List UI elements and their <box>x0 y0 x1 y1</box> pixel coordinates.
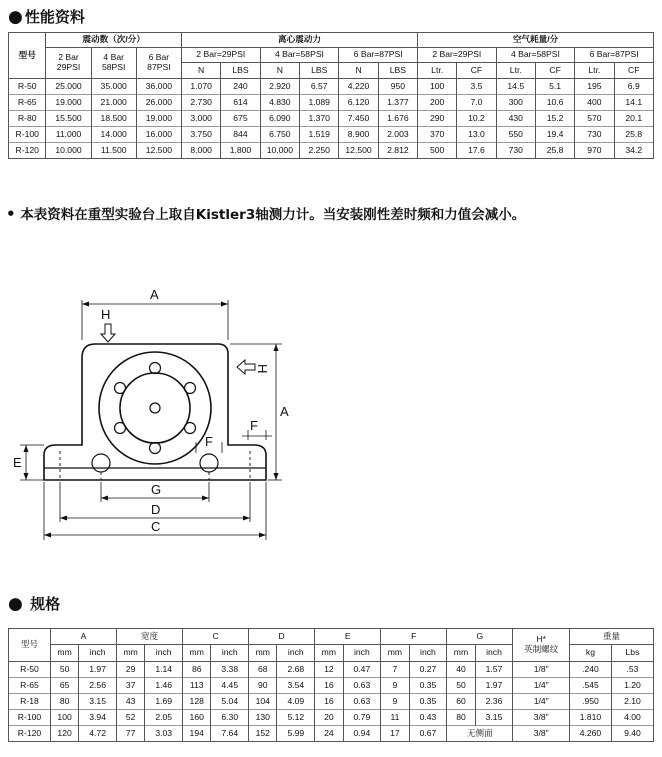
table-cell: 86 <box>183 662 211 678</box>
unit-n: N <box>260 63 299 79</box>
table-cell: 6.750 <box>260 127 299 143</box>
header-centrifugal: 离心震动力 <box>181 33 417 48</box>
unit-kg: kg <box>570 645 612 662</box>
table-cell: 2.730 <box>181 95 220 111</box>
table-cell: 50 <box>50 662 78 678</box>
table-cell: 8.000 <box>181 143 220 159</box>
table-cell: 675 <box>221 111 260 127</box>
table-cell: 500 <box>418 143 457 159</box>
table-cell: 6.30 <box>211 710 249 726</box>
table-cell: 400 <box>575 95 614 111</box>
table-cell: 120 <box>50 726 78 742</box>
unit-ltr: Ltr. <box>496 63 535 79</box>
table-cell: 370 <box>418 127 457 143</box>
table-cell: 730 <box>575 127 614 143</box>
dim-label-f: F <box>205 434 213 449</box>
table-cell: 1.14 <box>145 662 183 678</box>
table-cell: 200 <box>418 95 457 111</box>
dim-label-h: H <box>101 307 111 322</box>
unit-n: N <box>339 63 378 79</box>
table-cell: 0.79 <box>343 710 381 726</box>
header-force-6bar: 6 Bar=87PSI <box>339 48 418 63</box>
table-cell: 4.260 <box>570 726 612 742</box>
table-cell: 3.03 <box>145 726 183 742</box>
dim-label-d: D <box>151 502 161 517</box>
table-cell: 12 <box>315 662 343 678</box>
table-cell: 1.519 <box>300 127 339 143</box>
table-row <box>9 726 654 742</box>
table-cell: 13.0 <box>457 127 496 143</box>
spec-header-c: C <box>183 629 249 645</box>
table-cell: 950 <box>378 79 417 95</box>
table-cell: 26.000 <box>136 95 181 111</box>
unit-lbs: LBS <box>300 63 339 79</box>
table-cell: 1.377 <box>378 95 417 111</box>
table-cell: 17 <box>381 726 409 742</box>
table-cell: 18.500 <box>91 111 136 127</box>
table-cell: 15.500 <box>46 111 91 127</box>
table-cell: 36.000 <box>136 79 181 95</box>
table-cell: 40 <box>447 662 475 678</box>
row-model: R-18 <box>9 694 51 710</box>
table-cell: 104 <box>249 694 277 710</box>
table-cell: 15.2 <box>535 111 574 127</box>
row-model: R-100 <box>9 710 51 726</box>
table-cell: 17.6 <box>457 143 496 159</box>
table-cell: 7.0 <box>457 95 496 111</box>
table-cell: 4.09 <box>277 694 315 710</box>
table-cell: 10.000 <box>260 143 299 159</box>
spec-header-h: H* 英制螺纹 <box>513 629 570 662</box>
table-cell: 1.370 <box>300 111 339 127</box>
table-cell: 614 <box>221 95 260 111</box>
table-cell: 4.45 <box>211 678 249 694</box>
spec-header-width: 宽度 <box>117 629 183 645</box>
header-vib-4bar: 4 Bar 58PSI <box>91 48 136 79</box>
unit-mm: mm <box>50 645 78 662</box>
table-cell: 3.15 <box>475 710 513 726</box>
table-cell: 113 <box>183 678 211 694</box>
table-cell: 65 <box>50 678 78 694</box>
dim-label-c: C <box>151 519 161 534</box>
table-cell: 3.15 <box>79 694 117 710</box>
header-air: 空气耗量/分 <box>418 33 654 48</box>
unit-mm: mm <box>183 645 211 662</box>
header-air-2bar: 2 Bar=29PSI <box>418 48 497 63</box>
unit-lbs: LBS <box>378 63 417 79</box>
table-cell: 6.120 <box>339 95 378 111</box>
row-model: R-50 <box>9 662 51 678</box>
table-cell: 3/8" <box>513 710 570 726</box>
row-model: R-100 <box>9 127 46 143</box>
table-cell: 2.920 <box>260 79 299 95</box>
table-cell: 1/4" <box>513 694 570 710</box>
unit-lbs: Lbs <box>611 645 653 662</box>
dim-label-g: G <box>151 482 162 497</box>
table-cell: 3.000 <box>181 111 220 127</box>
table-cell: 5.99 <box>277 726 315 742</box>
table-row <box>9 662 654 678</box>
table-row <box>9 694 654 710</box>
table-cell: 300 <box>496 95 535 111</box>
unit-cf: CF <box>614 63 653 79</box>
unit-ltr: Ltr. <box>575 63 614 79</box>
table-cell: .950 <box>570 694 612 710</box>
table-cell: 6.090 <box>260 111 299 127</box>
table-cell: 12.500 <box>136 143 181 159</box>
table-cell: 0.27 <box>409 662 447 678</box>
table-cell: 11.000 <box>46 127 91 143</box>
table-cell: 1.20 <box>611 678 653 694</box>
table-cell: 8.900 <box>339 127 378 143</box>
table-cell: 80 <box>50 694 78 710</box>
table-cell: 1.089 <box>300 95 339 111</box>
table-cell: 35.000 <box>91 79 136 95</box>
unit-mm: mm <box>315 645 343 662</box>
table-cell: 11.500 <box>91 143 136 159</box>
table-cell: 11 <box>381 710 409 726</box>
unit-inch: inch <box>79 645 117 662</box>
table-cell: 1.57 <box>475 662 513 678</box>
table-row <box>9 710 654 726</box>
unit-inch: inch <box>277 645 315 662</box>
row-model: R-80 <box>9 111 46 127</box>
table-cell: .53 <box>611 662 653 678</box>
header-force-2bar: 2 Bar=29PSI <box>181 48 260 63</box>
table-cell: 60 <box>447 694 475 710</box>
unit-mm: mm <box>249 645 277 662</box>
table-cell: 9.40 <box>611 726 653 742</box>
table-cell: 5.1 <box>535 79 574 95</box>
table-cell: 2.003 <box>378 127 417 143</box>
unit-mm: mm <box>117 645 145 662</box>
unit-mm: mm <box>381 645 409 662</box>
table-cell: 1.97 <box>79 662 117 678</box>
header-force-4bar: 4 Bar=58PSI <box>260 48 339 63</box>
table-cell: 20.1 <box>614 111 653 127</box>
table-cell: 4.00 <box>611 710 653 726</box>
table-cell: 68 <box>249 662 277 678</box>
test-note: • 本表资料在重型实验台上取自Kistler3轴测力计。当安装刚性差时频和力值会减小。 <box>6 205 526 223</box>
table-cell: 0.94 <box>343 726 381 742</box>
table-cell: 1.800 <box>221 143 260 159</box>
header-vib-2bar: 2 Bar 29PSI <box>46 48 91 79</box>
table-cell: 43 <box>117 694 145 710</box>
table-cell: 无侧面 <box>447 726 513 742</box>
table-cell: 195 <box>575 79 614 95</box>
table-cell: 290 <box>418 111 457 127</box>
table-cell: 6.9 <box>614 79 653 95</box>
table-cell: .240 <box>570 662 612 678</box>
table-cell: 19.000 <box>136 111 181 127</box>
row-model: R-65 <box>9 95 46 111</box>
unit-inch: inch <box>409 645 447 662</box>
table-cell: 4.220 <box>339 79 378 95</box>
table-cell: 10.6 <box>535 95 574 111</box>
row-model: R-65 <box>9 678 51 694</box>
table-cell: 550 <box>496 127 535 143</box>
performance-table <box>8 32 654 159</box>
table-cell: 1.46 <box>145 678 183 694</box>
table-cell: 25.8 <box>535 143 574 159</box>
table-cell: 5.04 <box>211 694 249 710</box>
table-cell: 970 <box>575 143 614 159</box>
table-cell: 77 <box>117 726 145 742</box>
table-row <box>9 79 654 95</box>
table-cell: 1.070 <box>181 79 220 95</box>
table-cell: 14.1 <box>614 95 653 111</box>
spec-header-weight: 重量 <box>570 629 654 645</box>
unit-inch: inch <box>475 645 513 662</box>
spec-header-model: 型号 <box>9 629 51 662</box>
table-cell: 1.97 <box>475 678 513 694</box>
table-cell: 9 <box>381 678 409 694</box>
table-row <box>9 143 654 159</box>
table-cell: 24 <box>315 726 343 742</box>
table-cell: 34.2 <box>614 143 653 159</box>
table-cell: 3.54 <box>277 678 315 694</box>
dimension-drawing <box>0 270 300 550</box>
header-vib-6bar: 6 Bar 87PSI <box>136 48 181 79</box>
table-cell: 2.05 <box>145 710 183 726</box>
dim-label-a-side: A <box>280 404 289 419</box>
table-cell: 240 <box>221 79 260 95</box>
table-cell: 3.750 <box>181 127 220 143</box>
table-cell: 100 <box>50 710 78 726</box>
table-cell: 19.4 <box>535 127 574 143</box>
row-model: R-50 <box>9 79 46 95</box>
spec-header-f: F <box>381 629 447 645</box>
unit-mm: mm <box>447 645 475 662</box>
header-model: 型号 <box>9 33 46 79</box>
table-cell: 16 <box>315 694 343 710</box>
table-cell: 2.812 <box>378 143 417 159</box>
table-cell: 7.450 <box>339 111 378 127</box>
unit-ltr: Ltr. <box>418 63 457 79</box>
table-cell: 3.38 <box>211 662 249 678</box>
bullet-icon: ● <box>8 7 23 27</box>
table-cell: 2.250 <box>300 143 339 159</box>
specs-table <box>8 628 654 742</box>
dim-label-a: A <box>150 287 159 302</box>
table-cell: 10.000 <box>46 143 91 159</box>
table-row <box>9 678 654 694</box>
table-cell: 0.43 <box>409 710 447 726</box>
table-cell: 0.67 <box>409 726 447 742</box>
header-vibration: 震动数（次/分） <box>46 33 182 48</box>
table-cell: 16.000 <box>136 127 181 143</box>
table-cell: 0.47 <box>343 662 381 678</box>
unit-lbs: LBS <box>221 63 260 79</box>
dim-label-h-side: H <box>255 364 270 374</box>
table-cell: 21.000 <box>91 95 136 111</box>
table-row <box>9 127 654 143</box>
row-model: R-120 <box>9 143 46 159</box>
spec-header-e: E <box>315 629 381 645</box>
table-cell: 14.000 <box>91 127 136 143</box>
bullet-icon: • <box>6 205 16 223</box>
table-cell: 10.2 <box>457 111 496 127</box>
table-cell: 37 <box>117 678 145 694</box>
spec-header-d: D <box>249 629 315 645</box>
table-cell: 570 <box>575 111 614 127</box>
table-row <box>9 95 654 111</box>
header-air-6bar: 6 Bar=87PSI <box>575 48 654 63</box>
dim-label-e: E <box>13 455 22 470</box>
table-cell: 12.500 <box>339 143 378 159</box>
table-cell: 0.63 <box>343 694 381 710</box>
table-cell: 1/4" <box>513 678 570 694</box>
table-cell: 16 <box>315 678 343 694</box>
unit-inch: inch <box>343 645 381 662</box>
performance-title: ● 性能资料 <box>8 7 85 27</box>
table-cell: 50 <box>447 678 475 694</box>
table-cell: 100 <box>418 79 457 95</box>
unit-cf: CF <box>535 63 574 79</box>
table-cell: .545 <box>570 678 612 694</box>
table-cell: 7 <box>381 662 409 678</box>
table-cell: 0.35 <box>409 678 447 694</box>
dim-label-f-side: F <box>250 418 258 433</box>
table-cell: 29 <box>117 662 145 678</box>
table-cell: 52 <box>117 710 145 726</box>
spec-header-a: A <box>50 629 116 645</box>
table-cell: 80 <box>447 710 475 726</box>
table-cell: 2.56 <box>79 678 117 694</box>
table-cell: 1.69 <box>145 694 183 710</box>
table-cell: 844 <box>221 127 260 143</box>
table-cell: 19.000 <box>46 95 91 111</box>
table-cell: 1/8" <box>513 662 570 678</box>
table-cell: 1.810 <box>570 710 612 726</box>
bullet-icon: ● <box>8 594 23 614</box>
table-cell: 2.36 <box>475 694 513 710</box>
unit-inch: inch <box>211 645 249 662</box>
spec-header-g: G <box>447 629 513 645</box>
table-cell: 3.5 <box>457 79 496 95</box>
table-cell: 0.63 <box>343 678 381 694</box>
table-cell: 25.8 <box>614 127 653 143</box>
table-cell: 4.72 <box>79 726 117 742</box>
specs-title: ● 规格 <box>8 594 61 614</box>
table-cell: 6.57 <box>300 79 339 95</box>
table-cell: 730 <box>496 143 535 159</box>
table-cell: 14.5 <box>496 79 535 95</box>
unit-n: N <box>181 63 220 79</box>
table-cell: 3/8" <box>513 726 570 742</box>
table-cell: 430 <box>496 111 535 127</box>
table-cell: 1.676 <box>378 111 417 127</box>
table-cell: 9 <box>381 694 409 710</box>
table-cell: 90 <box>249 678 277 694</box>
unit-inch: inch <box>145 645 183 662</box>
header-air-4bar: 4 Bar=58PSI <box>496 48 575 63</box>
table-cell: 0.35 <box>409 694 447 710</box>
table-row <box>9 111 654 127</box>
row-model: R-120 <box>9 726 51 742</box>
table-cell: 3.94 <box>79 710 117 726</box>
unit-cf: CF <box>457 63 496 79</box>
table-cell: 4.830 <box>260 95 299 111</box>
table-cell: 2.68 <box>277 662 315 678</box>
table-cell: 160 <box>183 710 211 726</box>
table-cell: 20 <box>315 710 343 726</box>
table-cell: 130 <box>249 710 277 726</box>
table-cell: 194 <box>183 726 211 742</box>
table-cell: 128 <box>183 694 211 710</box>
table-cell: 25.000 <box>46 79 91 95</box>
table-cell: 7.64 <box>211 726 249 742</box>
table-cell: 2.10 <box>611 694 653 710</box>
table-cell: 152 <box>249 726 277 742</box>
table-cell: 5.12 <box>277 710 315 726</box>
